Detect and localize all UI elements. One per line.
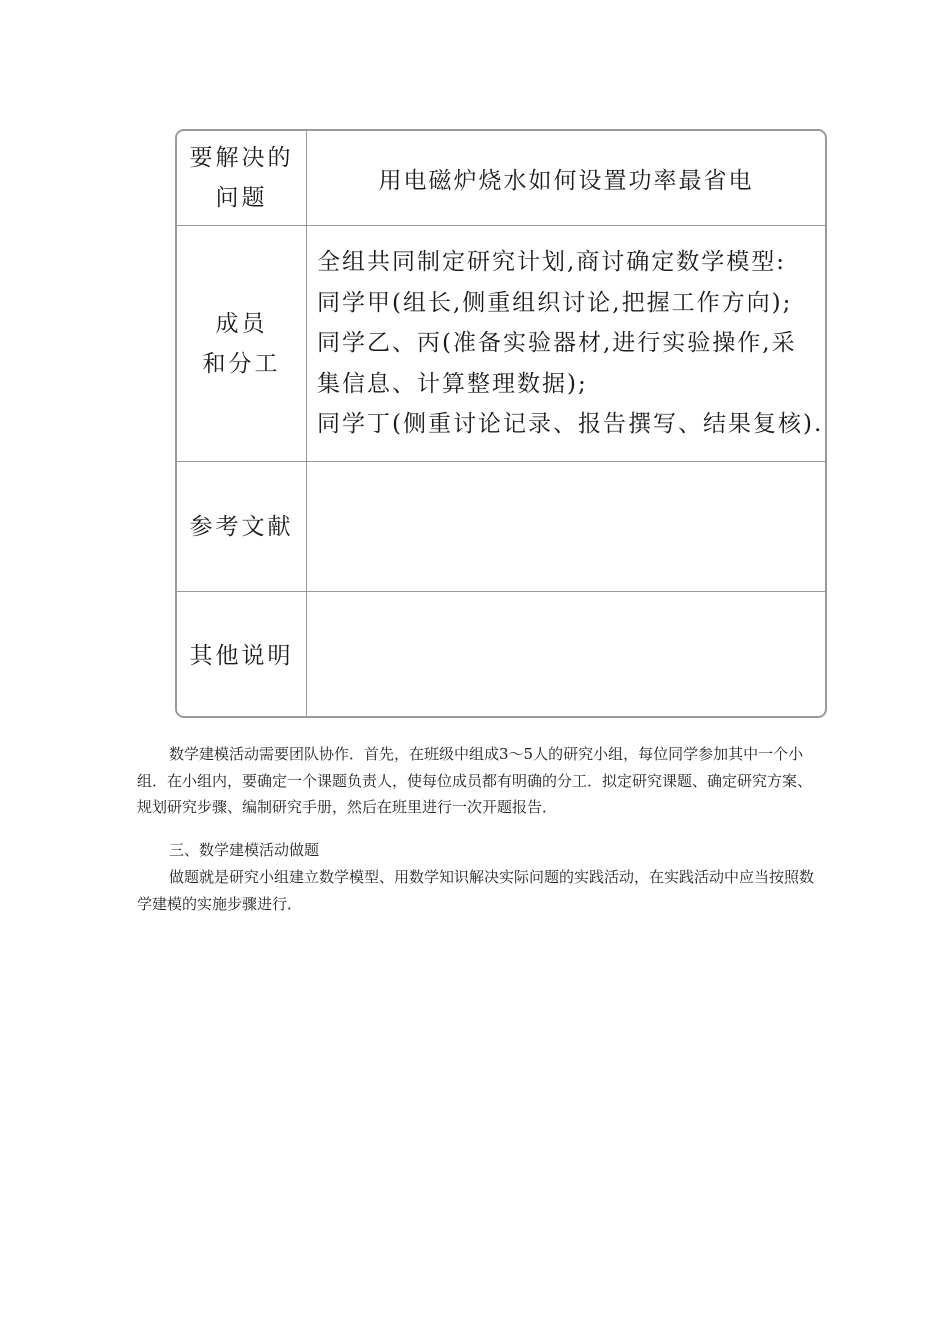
references-cell: [307, 462, 825, 591]
label-line: 问题: [215, 185, 268, 211]
table-row-other: [177, 591, 825, 718]
label-line: 成员: [215, 310, 268, 337]
members-line: 同学丁(侧重讨论记录、报告撰写、结果复核).: [317, 411, 824, 437]
row-label-references: [177, 462, 307, 591]
row-label-other: [177, 592, 307, 718]
label-line: 要解决的: [189, 145, 294, 171]
members-line: 全组共同制定研究计划,商讨确定数学模型:: [317, 249, 787, 275]
label-line: 其他说明: [189, 643, 294, 669]
problem-cell: [307, 131, 825, 225]
problem-text: 用电磁炉烧水如何设置功率最省电: [378, 167, 754, 194]
other-cell: [307, 592, 825, 718]
label-line: 参考文献: [189, 513, 294, 540]
members-cell: [307, 226, 825, 461]
label-line: 和分工: [202, 350, 281, 377]
table-row-problem: [177, 131, 825, 225]
section-heading: 三、数学建模活动做题: [169, 841, 320, 859]
members-line: 同学乙、丙(准备实验器材,进行实验操作,采: [317, 330, 797, 356]
table-row-members: [177, 225, 825, 461]
plan-table: [175, 129, 827, 718]
body-paragraph: 数学建模活动需要团队协作．首先，在班级中组成3～5人的研究小组，每位同学参加其中一个小组．在小组内，要确定一个课题负责人，使每位成员都有明确的分工．拟定研究课题、确定研究方案、规划研究步骤、编制研究手册，然后在班里进行一次开题报告．: [137, 745, 813, 816]
table-row-references: [177, 461, 825, 591]
row-label-problem: [177, 131, 307, 225]
row-label-members: [177, 226, 307, 461]
body-paragraph: 做题就是研究小组建立数学模型、用数学知识解决实际问题的实践活动，在实践活动中应当按照数学建模的实施步骤进行．: [137, 868, 815, 913]
members-line: 集信息、计算整理数据);: [317, 370, 588, 397]
members-line: 同学甲(组长,侧重组织讨论,把握工作方向);: [317, 289, 793, 316]
